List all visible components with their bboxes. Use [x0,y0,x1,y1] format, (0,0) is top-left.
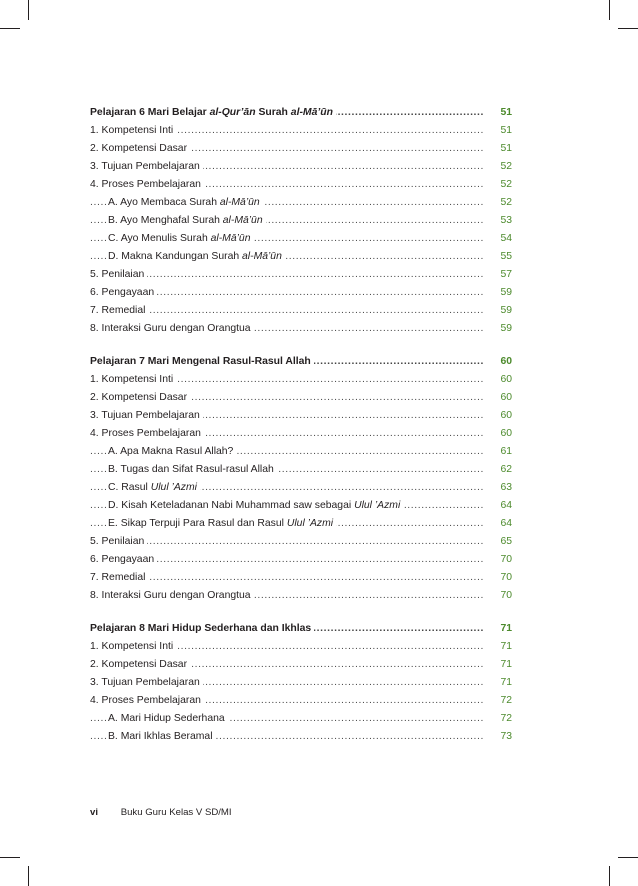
crop-mark-top-left-v [28,0,29,20]
toc-item-label: 1. Kompetensi Inti [90,374,174,385]
footer-page-number: vi [90,807,99,818]
toc-subitem [90,194,512,212]
dot-leader [90,302,484,320]
toc-page-number: 63 [500,482,512,493]
toc-page-number: 64 [500,518,512,529]
toc-item-text [90,266,147,284]
toc-subitem [90,212,512,230]
toc-item-text [90,674,203,692]
toc-subitem [90,230,512,248]
toc-item [90,533,512,551]
toc-item-text [90,407,203,425]
toc-item [90,407,512,425]
toc-item-text [108,497,403,515]
toc-page-number: 70 [500,572,512,583]
toc-item-label: 4. Proses Pembelajaran [90,428,201,439]
toc-item [90,302,512,320]
toc-item-text [90,140,190,158]
toc-page-number: 62 [500,464,512,475]
toc-item [90,140,512,158]
toc-page-number: 60 [500,428,512,439]
toc-item-text [108,728,216,746]
toc-item-text [90,587,254,605]
crop-mark-top-right-v [609,0,610,20]
toc-item [90,176,512,194]
toc-item-label: 4. Proses Pembelajaran [90,179,201,190]
toc-item-label: C. Rasul [108,482,151,493]
toc-page-number: 71 [500,659,512,670]
dot-leader [90,266,484,284]
toc-page-number: 72 [500,695,512,706]
crop-mark-bottom-left-v [28,866,29,886]
toc-heading [90,104,512,122]
page-footer [90,807,232,818]
toc-heading-text [90,620,314,638]
toc-subitem [90,497,512,515]
toc-page-number: 53 [500,215,512,226]
toc-item-text [108,248,285,266]
toc-item-label: 6. Pengayaan [90,554,155,565]
toc-subitem [90,248,512,266]
toc-subitem [90,461,512,479]
toc-item-italic: al-Mā’ūn [219,197,260,208]
toc-page-number: 51 [500,143,512,154]
toc-item-text [90,176,204,194]
toc-page-number: 55 [500,251,512,262]
toc-item-label: 4. Proses Pembelajaran [90,695,201,706]
toc-item-text [108,194,263,212]
toc-item-label: A. Ayo Membaca Surah [108,197,220,208]
toc-item-text [108,230,253,248]
toc-item-text [90,656,190,674]
toc-item-italic: al-Mā’ūn [222,215,263,226]
toc-subitem [90,443,512,461]
toc-item-label: A. Apa Makna Rasul Allah? [108,446,234,457]
toc-page-number: 52 [500,197,512,208]
crop-mark-top-left-h [0,28,20,29]
toc-page-number: 70 [500,554,512,565]
toc-subitem [90,710,512,728]
toc-item-text [90,638,176,656]
toc-item [90,674,512,692]
heading-middle: Surah [255,107,291,118]
toc-page-number: 59 [500,287,512,298]
toc-item-label: 8. Interaksi Guru dengan Orangtua [90,323,251,334]
toc-item-text [108,443,236,461]
toc-item-label: D. Makna Kandungan Surah [108,251,243,262]
toc-item-text [108,212,266,230]
toc-page-number: 54 [500,233,512,244]
toc-item [90,638,512,656]
toc-page-number: 61 [500,446,512,457]
crop-mark-bottom-right-v [609,866,610,886]
toc-page-number: 59 [500,323,512,334]
toc-page-number: 71 [500,677,512,688]
heading-prefix: Pelajaran 8 Mari Hidup Sederhana dan Ikhlas [90,623,312,634]
toc-item-italic: al-Mā’ūn [210,233,251,244]
dot-leader [90,533,484,551]
toc-page-number: 59 [500,305,512,316]
toc-page-number: 60 [500,356,512,367]
toc-item-label: 3. Tujuan Pembelajaran [90,677,200,688]
toc-item-label: 5. Penilaian [90,269,145,280]
toc-item-text [108,461,277,479]
heading-prefix: Pelajaran 7 Mari Mengenal Rasul-Rasul Allah [90,356,311,367]
toc-item [90,569,512,587]
dot-leader [90,569,484,587]
toc-item-label: 7. Remedial [90,305,146,316]
toc-item-italic: al-Mā’ūn [242,251,282,262]
toc-subitem [90,728,512,746]
heading-italic-2: al-Mā’ūn [290,107,333,118]
toc-item [90,587,512,605]
toc-heading-text [90,353,314,371]
toc-item-label: 7. Remedial [90,572,146,583]
toc-item-label: 1. Kompetensi Inti [90,125,174,136]
toc-item [90,656,512,674]
toc-item-label: E. Sikap Terpuji Para Rasul dan Rasul [108,518,287,529]
heading-italic-1: al-Qur’ān [209,107,256,118]
toc-page-number: 73 [500,731,512,742]
toc-item [90,425,512,443]
toc-item-label: 2. Kompetensi Dasar [90,659,188,670]
toc-subitem [90,515,512,533]
toc-item-text [90,320,254,338]
toc-heading [90,620,512,638]
toc-item [90,389,512,407]
crop-mark-top-right-h [618,28,638,29]
toc-item [90,551,512,569]
toc-item [90,320,512,338]
toc-page-number: 60 [500,374,512,385]
toc-subitem [90,479,512,497]
toc-item-label: 2. Kompetensi Dasar [90,392,188,403]
toc-item [90,692,512,710]
toc-page-number: 52 [500,161,512,172]
toc-item-text [90,371,176,389]
toc-item-italic: Ulul ’Azmi [286,518,334,529]
toc-item-text [108,479,200,497]
toc-item [90,266,512,284]
toc-item-label: B. Ayo Menghafal Surah [108,215,223,226]
toc-page-number: 72 [500,713,512,724]
toc-item-italic: Ulul ’Azmi [150,482,197,493]
heading-prefix: Pelajaran 6 Mari Belajar [90,107,210,118]
toc-item-text [90,551,157,569]
toc-page-number: 70 [500,590,512,601]
toc-item-text [90,533,147,551]
toc-item-text [108,710,228,728]
toc-page-number: 57 [500,269,512,280]
toc-item-label: 6. Pengayaan [90,287,155,298]
toc-page-number: 60 [500,410,512,421]
table-of-contents [90,104,512,746]
toc-item [90,158,512,176]
toc-item-text [90,389,190,407]
toc-item-label: 3. Tujuan Pembelajaran [90,161,200,172]
section-gap [90,338,512,353]
toc-item-label: C. Ayo Menulis Surah [108,233,211,244]
toc-page-number: 52 [500,179,512,190]
toc-heading-text [90,104,336,122]
toc-item-text [90,569,148,587]
toc-page-number: 71 [500,623,512,634]
footer-book-title: Buku Guru Kelas V SD/MI [120,807,232,818]
toc-item-italic: Ulul ’Azmi [354,500,401,511]
toc-item-text [90,122,176,140]
toc-heading [90,353,512,371]
crop-mark-bottom-left-h [0,857,20,858]
toc-item-label: A. Mari Hidup Sederhana [108,713,225,724]
toc-item-label: 3. Tujuan Pembelajaran [90,410,200,421]
toc-page-number: 64 [500,500,512,511]
toc-item-label: B. Mari Ikhlas Beramal [108,731,213,742]
toc-page-number: 51 [500,107,512,118]
toc-item-label: 5. Penilaian [90,536,145,547]
toc-item [90,284,512,302]
toc-item-text [90,425,204,443]
toc-item [90,122,512,140]
toc-item-label: 1. Kompetensi Inti [90,641,174,652]
toc-item-text [108,515,336,533]
toc-item-text [90,302,148,320]
toc-item-label: D. Kisah Keteladanan Nabi Muhammad saw sebagai [108,500,355,511]
toc-page-number: 65 [500,536,512,547]
toc-item-label: 8. Interaksi Guru dengan Orangtua [90,590,251,601]
toc-item [90,371,512,389]
toc-item-text [90,692,204,710]
toc-item-text [90,158,203,176]
toc-item-label: B. Tugas dan Sifat Rasul-rasul Allah [108,464,274,475]
toc-page-number: 51 [500,125,512,136]
section-gap [90,605,512,620]
crop-mark-bottom-right-h [618,857,638,858]
toc-item-text [90,284,157,302]
toc-page-number: 60 [500,392,512,403]
toc-page-number: 71 [500,641,512,652]
toc-item-label: 2. Kompetensi Dasar [90,143,188,154]
